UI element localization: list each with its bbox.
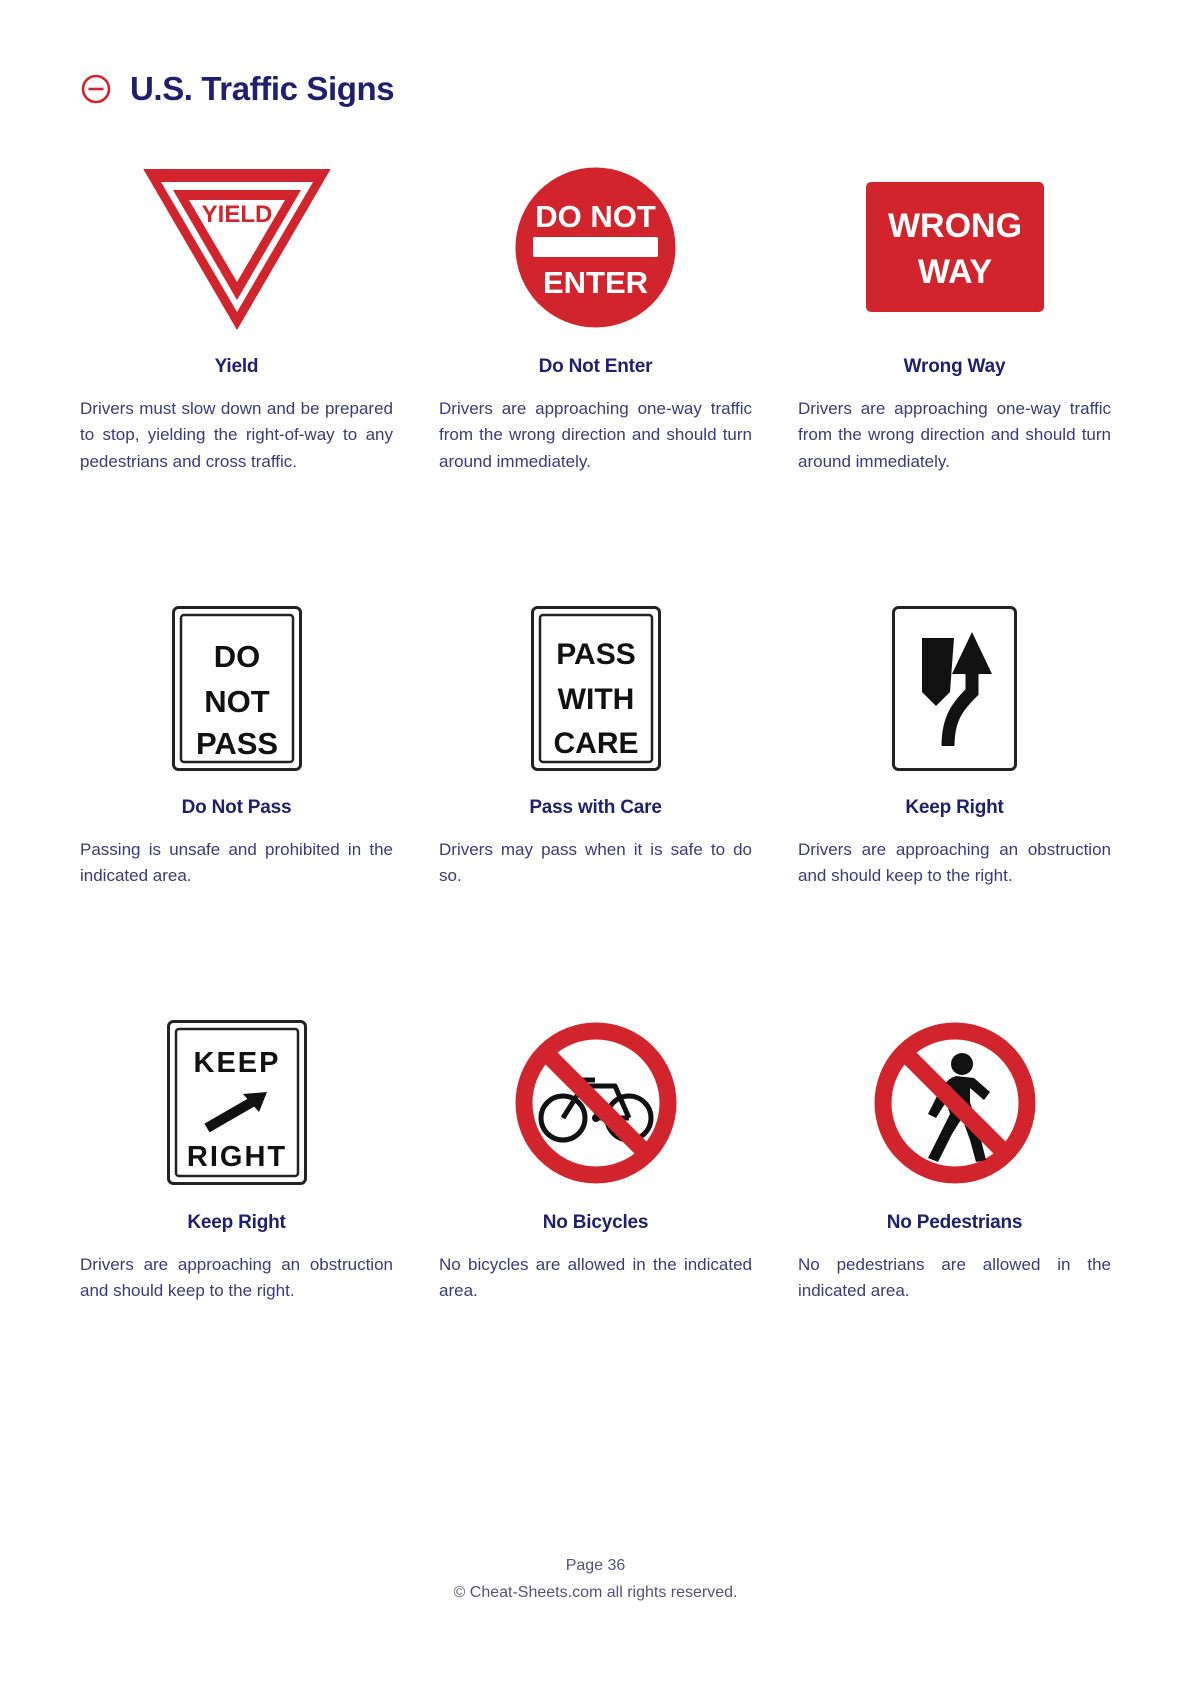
- sign-description: Drivers must slow down and be prepared to stop, yielding the right-of-way to any pedestrians and cross traffic.: [80, 399, 393, 471]
- page-footer: [0, 1552, 1191, 1606]
- page-number: Page 36: [565, 1556, 626, 1574]
- signs-grid-row-2: [80, 593, 1111, 890]
- copyright-text: © Cheat-Sheets.com all rights reserved.: [453, 1583, 738, 1601]
- signs-grid-row-1: [80, 152, 1111, 475]
- sign-title: Yield: [214, 356, 259, 377]
- svg-text:PASS: PASS: [195, 725, 278, 761]
- sign-card-yield: [80, 152, 393, 475]
- sign-title: Pass with Care: [529, 797, 662, 819]
- sign-title: Keep Right: [905, 797, 1004, 819]
- sign-card-pass-with-care: [439, 593, 752, 890]
- sign-description: No pedestrians are allowed in the indicated area.: [798, 1254, 1111, 1301]
- sign-description: Passing is unsafe and prohibited in the indicated area.: [80, 840, 393, 886]
- sign-description: Drivers are approaching one-way traffic from the wrong direction and should turn around immediately.: [439, 399, 752, 471]
- sign-description: Drivers are approaching one-way traffic from the wrong direction and should turn around immediately.: [798, 399, 1111, 471]
- signs-grid-row-3: [80, 1008, 1111, 1305]
- yield-sign: [80, 152, 393, 342]
- svg-text:WRONG: WRONG: [887, 207, 1022, 245]
- no-pedestrians-sign: [798, 1008, 1111, 1198]
- svg-text:ENTER: ENTER: [542, 264, 649, 300]
- do-not-enter-sign: [439, 152, 752, 342]
- sign-card-no-bicycles: [439, 1008, 752, 1305]
- keep-right-obstruction-sign: [798, 593, 1111, 783]
- sign-card-no-pedestrians: [798, 1008, 1111, 1305]
- svg-text:YIELD: YIELD: [201, 200, 272, 228]
- do-not-pass-sign: [80, 593, 393, 783]
- wrong-way-sign: [798, 152, 1111, 342]
- svg-text:WAY: WAY: [917, 253, 992, 291]
- svg-text:DO: DO: [213, 638, 260, 674]
- minus-circle-icon: [80, 73, 112, 105]
- no-bicycles-sign: [439, 1008, 752, 1198]
- keep-right-sign: [80, 1008, 393, 1198]
- sign-title: Wrong Way: [903, 356, 1006, 377]
- svg-text:RIGHT: RIGHT: [186, 1141, 287, 1174]
- row-spacer: [80, 890, 1111, 1008]
- sign-title: No Bicycles: [542, 1211, 649, 1233]
- sign-title: No Pedestrians: [886, 1211, 1023, 1233]
- svg-text:KEEP: KEEP: [193, 1047, 280, 1080]
- sign-card-do-not-pass: [80, 593, 393, 890]
- sign-title: Do Not Pass: [181, 797, 292, 819]
- svg-text:NOT: NOT: [203, 683, 270, 719]
- sign-card-do-not-enter: [439, 152, 752, 475]
- pass-with-care-sign: [439, 593, 752, 783]
- sign-card-wrong-way: [798, 152, 1111, 475]
- page-title: U.S. Traffic Signs: [130, 70, 395, 107]
- row-spacer: [80, 475, 1111, 593]
- sign-card-keep-right-obstruction: [798, 593, 1111, 890]
- sign-title: Do Not Enter: [538, 356, 653, 377]
- svg-text:WITH: WITH: [557, 682, 634, 716]
- sign-description: No bicycles are allowed in the indicated area.: [439, 1254, 752, 1301]
- svg-text:CARE: CARE: [552, 726, 639, 760]
- sign-description: Drivers may pass when it is safe to do so.: [439, 840, 752, 886]
- sign-description: Drivers are approaching an obstruction and should keep to the right.: [798, 840, 1111, 886]
- svg-text:PASS: PASS: [555, 637, 636, 671]
- sign-card-keep-right: [80, 1008, 393, 1305]
- page-header: [80, 70, 1111, 108]
- sign-title: Keep Right: [187, 1211, 286, 1233]
- svg-text:DO NOT: DO NOT: [535, 198, 656, 234]
- sign-description: Drivers are approaching an obstruction and should keep to the right.: [80, 1254, 393, 1301]
